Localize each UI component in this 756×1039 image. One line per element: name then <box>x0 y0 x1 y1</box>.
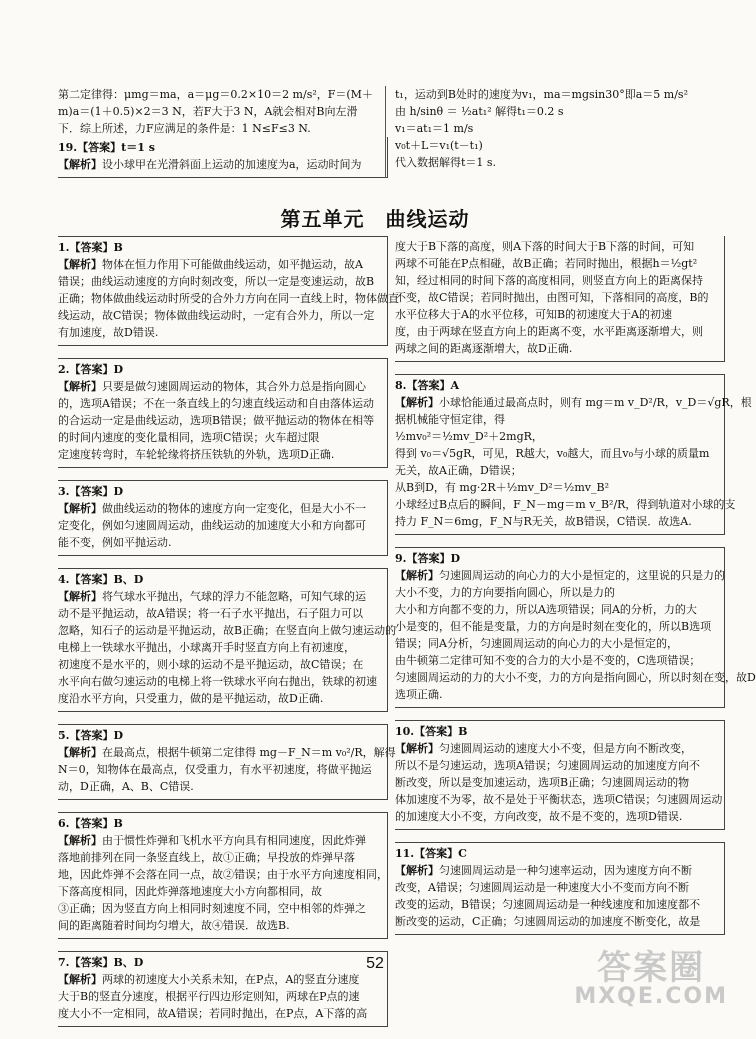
analysis-line <box>58 656 381 673</box>
analysis-text: 由牛顿第二定律可知不变的合力的大小是不变的，C选项错误； <box>395 654 701 667</box>
answer-entry <box>58 480 388 556</box>
analysis-tag: 【解析】 <box>58 834 102 847</box>
analysis-text: 的加速度大小不变，方向改变，故不是不变的，选项D错误. <box>395 810 683 823</box>
text-line: 下．综上所述，力F应满足的条件是：1 N≤F≤3 N. <box>58 122 311 135</box>
analysis-text: 动，D正确，A、B、C错误. <box>58 780 194 793</box>
text-line: 第二定律得：μmg＝ma，a＝μg＝0.2×10＝2 m/s²，F＝(M＋ <box>58 88 373 101</box>
analysis-line <box>58 832 381 849</box>
analysis-text: 动不是平抛运动，故A错误；将一石子水平抛出，石子阻力可以 <box>58 607 363 620</box>
analysis-text: 定速度转弯时，车轮轮缘将挤压铁轨的外轨，选项D正确. <box>58 448 335 461</box>
analysis-text: 大于B的竖直分速度，根据平行四边形定则知，两球在P点的速 <box>58 990 360 1003</box>
analysis-text: 度大于B下落的高度，则A下落的时间大于B下落的时间，可知 <box>395 240 695 253</box>
analysis-line <box>58 588 381 605</box>
analysis-line <box>395 513 718 530</box>
analysis-tag: 【解析】 <box>58 746 102 759</box>
analysis-line <box>58 446 381 463</box>
analysis-line <box>395 686 718 703</box>
analysis-text: 线运动，故C错误；物体做曲线运动时，一定有合外力，所以一定 <box>58 309 375 322</box>
analysis-line <box>395 618 718 635</box>
analysis-line <box>395 757 718 774</box>
watermark-logo <box>574 950 728 1008</box>
analysis-line <box>395 913 718 930</box>
analysis-line <box>58 290 399 307</box>
analysis-text: 将气球水平抛出，气球的浮力不能忽略，可知气球的运 <box>102 590 366 603</box>
analysis-line <box>58 971 381 988</box>
analysis-text: 设小球甲在光滑斜面上运动的加速度为a，运动时间为 <box>102 158 362 171</box>
analysis-text: 所以不是匀速运动，选项A错误；匀速圆周运动的加速度方向不 <box>395 759 700 772</box>
analysis-line <box>395 323 718 340</box>
analysis-text: 两球的初速度大小关系未知，在P点，A的竖直分速度 <box>102 973 360 986</box>
analysis-line <box>58 778 381 795</box>
text-line: 由 h/sinθ ＝ ½at₁² 解得t₁＝0.2 s <box>395 105 564 118</box>
analysis-line <box>395 394 752 411</box>
answer-label: 3.【答案】D <box>58 485 124 498</box>
answer-entry <box>395 236 725 362</box>
top-left-column <box>58 86 388 190</box>
analysis-text: 匀速圆周运动的速度大小不变，但是方向不断改变， <box>439 742 692 755</box>
analysis-line <box>395 289 718 306</box>
analysis-tag: 【解析】 <box>58 158 102 171</box>
analysis-line <box>395 479 718 496</box>
analysis-line <box>58 866 388 883</box>
answer-entry <box>58 358 388 468</box>
analysis-line <box>58 395 381 412</box>
analysis-line <box>395 567 725 584</box>
analysis-text: 得到 v₀＝√5gR，可见，R越大，v₀越大，而且v₀与小球的质量m <box>395 447 710 460</box>
analysis-text: 大小和方向都不变的力，所以A选项错误；同A的分析，力的大 <box>395 603 697 616</box>
analysis-line <box>395 306 718 323</box>
analysis-text: 改变的运动，B错误；匀速圆周运动是一种线速度和加速度都不 <box>395 898 701 911</box>
analysis-tag: 【解析】 <box>58 258 102 271</box>
answer-entry <box>395 720 725 830</box>
text-line: v₀t＋L＝v₁(t－t₁) <box>395 139 483 152</box>
analysis-line <box>395 238 718 255</box>
analysis-tag: 【解析】 <box>395 569 439 582</box>
analysis-text: 水平位移大于A的水平位移，可知B的初速度大于A的初速 <box>395 308 672 321</box>
analysis-line <box>58 849 381 866</box>
analysis-line <box>58 307 381 324</box>
analysis-text: 知，经过相同的时间下落的高度相同，则竖直方向上的距离保持 <box>395 274 703 287</box>
analysis-text: 选项正确. <box>395 688 443 701</box>
analysis-line <box>395 255 718 272</box>
analysis-line <box>395 411 718 428</box>
answer-entry <box>58 568 397 712</box>
analysis-text: 错误；同A分析，匀速圆周运动的向心力的大小是恒定的， <box>395 637 678 650</box>
analysis-tag: 【解析】 <box>58 973 102 986</box>
analysis-tag: 【解析】 <box>58 380 102 393</box>
analysis-line <box>58 500 381 517</box>
watermark-site: MXQE.COM <box>574 984 728 1009</box>
answer-entry <box>395 842 725 935</box>
analysis-text: 能不变，例如平抛运动. <box>58 536 172 549</box>
analysis-text: 匀速圆周运动的力的大小不变，力的方向是指向圆心，所以时刻在变，故D <box>395 671 756 684</box>
analysis-tag: 【解析】 <box>58 502 102 515</box>
top-right-column <box>395 86 725 171</box>
analysis-line <box>58 156 381 173</box>
analysis-text: 体加速度不为零，故不是处于平衡状态，选项C错误；匀速圆周运动 <box>395 793 723 806</box>
analysis-text: 有加速度，故D错误. <box>58 326 159 339</box>
analysis-line <box>395 496 736 513</box>
analysis-text: ③正确；因为竖直方向上相同时刻速度不同，空中相邻的炸弹之 <box>58 902 366 915</box>
analysis-tag: 【解析】 <box>58 590 102 603</box>
analysis-line <box>395 601 718 618</box>
analysis-text: 的合运动一定是曲线运动，选项B错误；做平抛运动的物体在相等 <box>58 414 375 427</box>
analysis-text: 度，由于两球在竖直方向上的距离不变，水平距离逐渐增大，则 <box>395 325 703 338</box>
analysis-line <box>58 622 397 639</box>
analysis-text: N＝0，知物体在最高点，仅受重力，有水平初速度，将做平抛运 <box>58 763 372 776</box>
analysis-text: 小是变的，但不能是变量，力的方向是时刻在变化的，所以B选项 <box>395 620 712 633</box>
analysis-line <box>395 428 718 445</box>
answer-entry <box>395 374 752 535</box>
analysis-line <box>395 584 718 601</box>
analysis-text: 正确；物体做曲线运动时所受的合外力方向在同一直线上时，物体做直 <box>58 292 399 305</box>
text-line: m)a＝(1＋0.5)×2＝3 N，若F大于3 N，A就会相对B向左滑 <box>58 105 358 118</box>
analysis-line <box>58 378 381 395</box>
text-line: 代入数据解得t＝1 s. <box>395 156 497 169</box>
answer-label: 2.【答案】D <box>58 363 124 376</box>
answer-entry <box>58 724 396 800</box>
analysis-text: 的时间内速度的变化量相同，选项C错误；火车超过限 <box>58 431 320 444</box>
analysis-text: 断改变的运动，C正确；匀速圆周运动的加速度不断变化，故是 <box>395 915 701 928</box>
analysis-line <box>395 669 756 686</box>
analysis-text: 物体在恒力作用下可能做曲线运动，如平抛运动，故A <box>102 258 363 271</box>
unit-title: 第五单元 曲线运动 <box>280 207 470 231</box>
answer-label: 7.【答案】B、D <box>58 956 144 969</box>
analysis-line <box>395 740 718 757</box>
analysis-line <box>395 635 718 652</box>
analysis-tag: 【解析】 <box>395 742 439 755</box>
answer-label: 11.【答案】C <box>395 847 467 860</box>
analysis-line <box>58 673 381 690</box>
right-answer-column <box>395 236 756 947</box>
analysis-line <box>58 883 381 900</box>
answer-label: 6.【答案】B <box>58 817 123 830</box>
analysis-text: 地，因此炸弹不会落在同一点，故②错误；由于水平方向速度相同， <box>58 868 388 881</box>
analysis-text: 间的距离随着时间均匀增大，故④错误．故选B. <box>58 919 290 932</box>
analysis-text: 由于惯性炸弹和飞机水平方向具有相同速度，因此炸弹 <box>102 834 366 847</box>
analysis-text: 改变，A错误；匀速圆周运动是一种速度大小不变而方向不断 <box>395 881 689 894</box>
analysis-text: 定变化，例如匀速圆周运动，曲线运动的加速度大小和方向都可 <box>58 519 366 532</box>
analysis-line <box>58 534 381 551</box>
analysis-text: 落地前排列在同一条竖直线上，故①正确；早投放的炸弹早落 <box>58 851 355 864</box>
analysis-text: 从B到D，有 mg·2R＋½mv_D²＝½mv_B² <box>395 481 609 494</box>
answer-entry <box>58 812 388 939</box>
analysis-line <box>395 652 718 669</box>
analysis-text: 两球之间的距离逐渐增大，故D正确. <box>395 342 573 355</box>
analysis-line <box>395 791 723 808</box>
analysis-text: 在最高点，根据牛顿第二定律得 mg－F_N＝m v₀²/R，解得 <box>102 746 396 759</box>
left-answer-column <box>58 236 399 1039</box>
analysis-text: 无关，故A正确，D错误； <box>395 464 522 477</box>
analysis-text: 初速度不是水平的，则小球的运动不是平抛运动，故C错误；在 <box>58 658 364 671</box>
analysis-text: 大小不变，力的方向要指向圆心，所以是力的 <box>395 586 615 599</box>
analysis-line <box>58 988 381 1005</box>
analysis-tag: 【解析】 <box>395 396 439 409</box>
analysis-line <box>395 462 718 479</box>
analysis-line <box>58 412 381 429</box>
analysis-text: 度沿水平方向，只受重力，做的是平抛运动，故D正确. <box>58 692 324 705</box>
analysis-line <box>395 879 718 896</box>
answer-label: 9.【答案】D <box>395 552 461 565</box>
page-number: 52 <box>366 955 384 972</box>
answer-label: 1.【答案】B <box>58 241 123 254</box>
analysis-text: 匀速圆周运动是一种匀速率运动，因为速度方向不断 <box>439 864 692 877</box>
analysis-text: 只要是做匀速圆周运动的物体，其合外力总是指向圆心 <box>102 380 366 393</box>
analysis-line <box>395 445 718 462</box>
analysis-line <box>58 256 381 273</box>
column-divider <box>385 86 386 178</box>
analysis-line <box>58 639 381 656</box>
analysis-line <box>58 744 396 761</box>
analysis-line <box>58 900 381 917</box>
analysis-line <box>58 517 381 534</box>
answer-entry <box>58 236 399 346</box>
analysis-text: 小球恰能通过最高点时，则有 mg＝m v_D²/R，v_D＝√gR，根 <box>439 396 752 409</box>
analysis-line <box>58 690 381 707</box>
answer-entry <box>395 547 756 708</box>
answer-label: 8.【答案】A <box>395 379 460 392</box>
analysis-line <box>58 324 381 341</box>
analysis-line <box>395 808 718 825</box>
analysis-line <box>58 273 381 290</box>
analysis-text: 做曲线运动的物体的速度方向一定变化，但是大小不一 <box>102 502 366 515</box>
answer-entry-19 <box>58 137 388 178</box>
answer-label: 5.【答案】D <box>58 729 124 742</box>
analysis-text: 断改变，所以是变加速运动，选项B正确；匀速圆周运动的物 <box>395 776 690 789</box>
analysis-line <box>58 605 381 622</box>
analysis-line <box>395 340 718 357</box>
analysis-line <box>395 774 718 791</box>
analysis-text: ½mv₀²＝½mv_D²＋2mgR， <box>395 430 543 443</box>
analysis-text: 水平向右做匀速运动的电梯上将一铁球水平向右抛出，铁球的初速 <box>58 675 377 688</box>
analysis-text: 电梯上一铁球水平抛出，小球离开手时竖直方向上有初速度， <box>58 641 355 654</box>
analysis-text: 匀速圆周运动的向心力的大小是恒定的，这里说的只是力的 <box>439 569 725 582</box>
analysis-tag: 【解析】 <box>395 864 439 877</box>
text-line: t₁，运动到B处时的速度为v₁，ma＝mgsin30°即a＝5 m/s² <box>395 88 688 101</box>
analysis-line <box>58 429 381 446</box>
analysis-text: 忽略，知石子的运动是平抛运动，故B正确；在竖直向上做匀速运动的 <box>58 624 397 637</box>
analysis-text: 下落高度相同，因此炸弹落地速度大小方向都相同，故 <box>58 885 322 898</box>
text-line: v₁＝at₁＝1 m/s <box>395 122 474 135</box>
analysis-text: 据机械能守恒定律，得 <box>395 413 505 426</box>
analysis-text: 小球经过B点后的瞬间，F_N－mg＝m v_B²/R，得到轨道对小球的支 <box>395 498 736 511</box>
analysis-line <box>395 272 718 289</box>
watermark-main: 答案圈 <box>597 948 706 988</box>
analysis-text: 的，选项A错误；不在一条直线上的匀速直线运动和自由落体运动 <box>58 397 374 410</box>
analysis-line <box>58 917 381 934</box>
analysis-line <box>395 896 718 913</box>
analysis-text: 不变，故C错误；若同时抛出，由图可知，下落相同的高度，B的 <box>395 291 709 304</box>
answer-label: 4.【答案】B、D <box>58 573 144 586</box>
analysis-text: 度大小不一定相同，故A错误；若同时抛出，在P点，A下落的高 <box>58 1007 368 1020</box>
answer-label: 19.【答案】t＝1 s <box>58 141 155 154</box>
analysis-text: 错误；曲线运动速度的方向时刻改变，所以一定是变速运动，故B <box>58 275 375 288</box>
analysis-line <box>58 761 381 778</box>
analysis-text: 持力 F_N＝6mg，F_N与R无关，故B错误，C错误．故选A. <box>395 515 692 528</box>
answer-label: 10.【答案】B <box>395 725 468 738</box>
analysis-line <box>395 862 718 879</box>
analysis-text: 两球不可能在P点相碰，故B正确；若同时抛出，根据h＝½gt² <box>395 257 698 270</box>
analysis-line <box>58 1005 381 1022</box>
